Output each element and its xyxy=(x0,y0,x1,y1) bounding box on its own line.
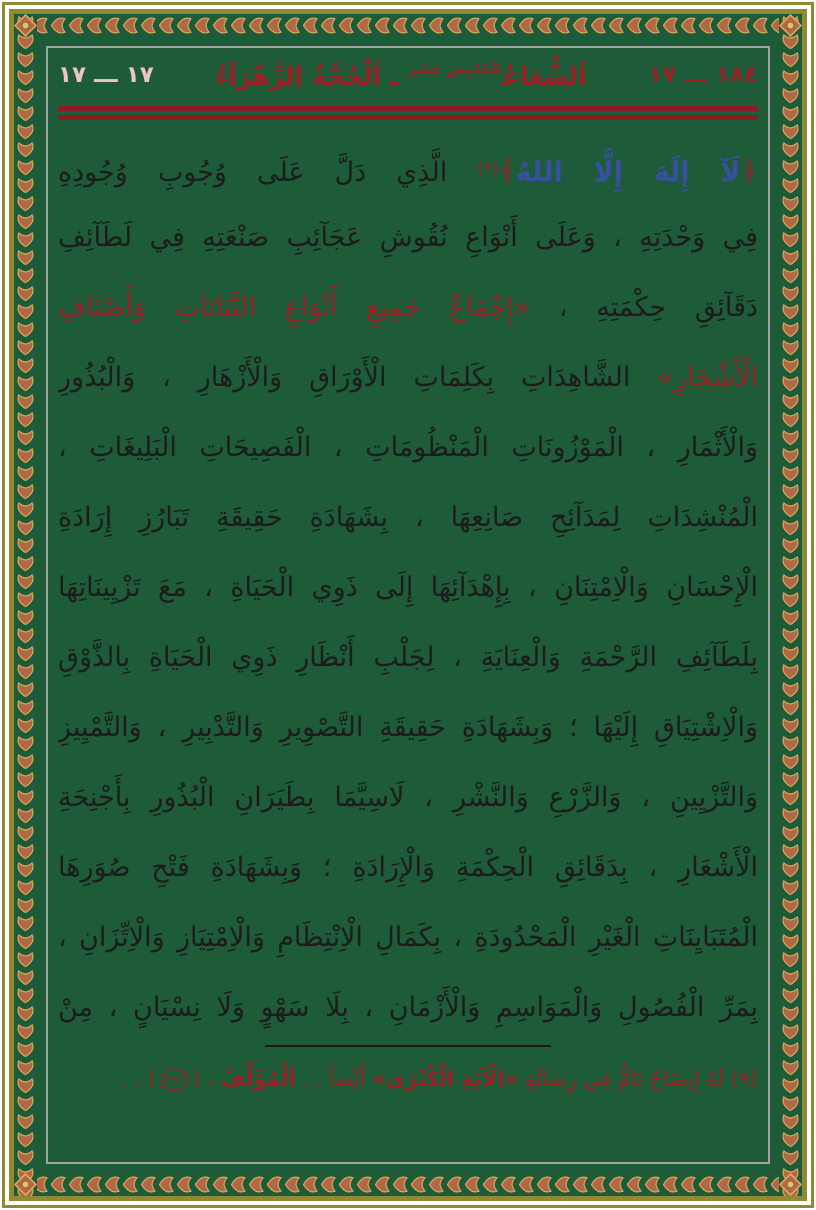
footnote-before-seal: ، ( xyxy=(192,1067,221,1091)
line-text: بِلَطَآئِفِ الرَّحْمَةِ وَالْعِنَايَةِ ، لِجَلْبِ أَنْظَارِ ذَوِي الْحَيَاةِ بِالذَّوْقِ xyxy=(58,642,758,673)
line-text: الشَّاهِدَاتِ بِكَلِمَاتِ الْأَوْرَاقِ وَالْأَزْهَارِ ، وَالْبُذُورِ xyxy=(58,362,631,393)
line-text: فِي وَحْدَتِهِ ، وَعَلَى أَنْوَاعِ نُقُوشِ عَجَآئِبِ صَنْعَتِهِ فِي لَطَآئِفِ xyxy=(58,222,758,253)
footnote-lead: (٩) لَهُ إِيضَاحٌ تَامٌّ فِي رِسَالَةِ xyxy=(518,1067,758,1091)
text-line xyxy=(58,623,758,693)
footnote-work-title: «الْآيَةِ الْكُبْرَى» xyxy=(372,1067,519,1091)
text-line xyxy=(58,763,758,833)
corner-diamond-icon xyxy=(14,1173,37,1196)
quran-bracket-close: ﴾ xyxy=(498,154,516,189)
line-text: وَالتَّزْيِينِ ، وَالزَّرْعِ وَالنَّشْرِ ، لَاسِيَّمَا بِطَيَرَانِ الْبُذُورِ بِأَجْنِحَةِ xyxy=(58,782,758,813)
line-text: وَالْأَثْمَارِ ، الْمَوْزُونَاتِ الْمَنْظُومَاتِ ، الْفَصِيحَاتِ الْبَلِيغَاتِ ، xyxy=(58,432,758,463)
text-line xyxy=(58,133,758,203)
page-number-right: ١٨٤ ـــ ١٧ xyxy=(648,62,758,88)
page-title xyxy=(215,62,586,91)
text-line xyxy=(58,973,758,1043)
line-text: دَقَآئِقِ حِكْمَتِهِ ، xyxy=(530,292,758,323)
ornament-strip-right xyxy=(779,14,802,1196)
title-superscript-fifteenth: الْخَامِسَ عَشَرَ xyxy=(408,62,501,78)
text-line xyxy=(58,833,758,903)
footnote xyxy=(58,1055,758,1103)
text-line xyxy=(58,553,758,623)
ornament-strip-top xyxy=(14,14,802,37)
title-separator: ـ xyxy=(389,62,399,91)
corner-diamond-icon xyxy=(779,1173,802,1196)
ornament-strip-left xyxy=(14,14,37,1196)
title-word-ray: اَلشُّعَاعُ xyxy=(502,62,587,91)
footnote-marker-ref: (٩) xyxy=(477,158,499,177)
text-line xyxy=(58,483,758,553)
text-line xyxy=(58,693,758,763)
line-text: الْمُنْشِدَاتِ لِمَدَآئِحِ صَانِعِهَا ، بِشَهَادَةِ حَقِيقَةِ تَبَارُزِ إِرَادَةِ xyxy=(58,502,758,533)
page-header xyxy=(58,62,758,91)
footnote-after-seal: ) . . xyxy=(121,1067,157,1091)
footnote-also: أَيْضاً . . xyxy=(295,1067,373,1091)
text-line xyxy=(58,903,758,973)
footnote-separator xyxy=(265,1045,551,1047)
body-text xyxy=(58,133,758,1043)
line-text-red: الْأَشْجَارِ» xyxy=(630,362,758,393)
line-text: بِمَرِّ الْفُصُولِ وَالْمَوَاسِمِ وَالْأَزْمَانِ ، بِلَا سَهْوٍ وَلَا نِسْيَانٍ ، مِنْ xyxy=(58,992,758,1023)
header-double-rule xyxy=(58,106,758,120)
corner-diamond-icon xyxy=(779,14,802,37)
text-line xyxy=(58,343,758,413)
corner-diamond-icon xyxy=(14,14,37,37)
page-content xyxy=(48,48,768,1162)
line-text: الَّذِي دَلَّ عَلَى وُجُوبِ وُجُودِهِ xyxy=(58,157,478,188)
text-line xyxy=(58,273,758,343)
line-text: الْإِحْسَانِ وَالْاِمْتِنَانِ ، بِإِهْدَآئِهَا إِلَى ذَوِي الْحَيَاةِ ، مَعَ تَزْيِينَاتِهَا xyxy=(58,572,758,603)
line-text-red: «إِجْمَاعُ جَمِيعِ أَنْوَاعِ النَّبَاتَاتِ وَأَصْنَافِ xyxy=(58,292,531,323)
footnote-author: اَلْمُؤَلِّفُ xyxy=(220,1067,296,1091)
ornament-strip-bottom xyxy=(14,1173,802,1196)
text-line xyxy=(58,413,758,483)
text-line xyxy=(58,203,758,273)
line-text: الْأَشْعَارِ ، بِدَقَائِقِ الْحِكْمَةِ وَالْإِرَادَةِ ؛ وَبِشَهَادَةِ فَتْحِ صُوَرِهَا xyxy=(58,852,758,883)
seal-icon xyxy=(157,1066,191,1094)
quran-bracket-open: ﴿ xyxy=(740,154,758,189)
line-text: الْمُتَبَايِنَاتِ الْغَيْرِ الْمَحْدُودَةِ ، بِكَمَالِ الْاِنْتِظَامِ وَالْاِمْتِيَازِ وَالْاِتِّزَانِ ، xyxy=(58,922,758,953)
line-text: وَالْاِشْتِيَاقِ إِلَيْهَا ؛ وَبِشَهَادَةِ حَقِيقَةِ التَّصْوِيرِ وَالتَّدْبِيرِ ، وَالتَّمْيِيزِ xyxy=(58,712,758,743)
title-word-hujja: اَلْحُجَّةُ الزَّهْرَآءُ xyxy=(215,62,381,91)
page-number-left: ١٧ ـــ ١٧ xyxy=(58,62,154,88)
shahada-text: لَآ إِلَهَ إِلَّا اللهُ xyxy=(515,157,741,188)
